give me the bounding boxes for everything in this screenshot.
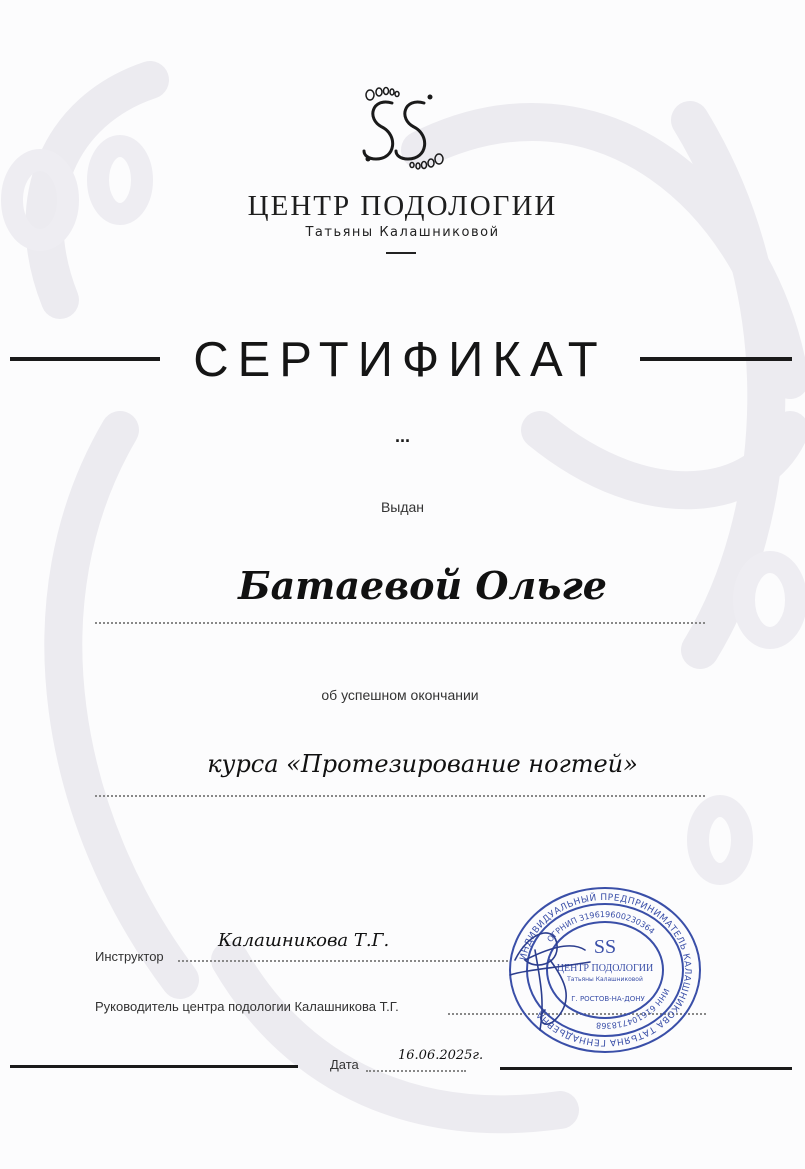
bottom-rule-left <box>10 1065 298 1068</box>
instructor-name: Калашникова Т.Г. <box>218 930 390 951</box>
recipient-dotted-line <box>95 622 705 624</box>
logo-icon <box>352 85 452 173</box>
stamp-inn: ИНН 616104718368 <box>595 986 671 1031</box>
completion-label: об успешном окончании <box>321 687 479 703</box>
course-name: курса «Протезирование ногтей» <box>207 750 638 778</box>
signature-scribble <box>495 890 605 1040</box>
date-value: 16.06.2025г. <box>398 1048 484 1063</box>
date-label: Дата <box>330 1057 359 1072</box>
instructor-dotted-line <box>178 960 508 962</box>
issued-label: Выдан <box>380 499 425 515</box>
date-dotted-line <box>366 1070 466 1072</box>
stamp-center-sub: Татьяны Калашниковой <box>567 976 643 983</box>
center-subtitle: Татьяны Калашниковой <box>305 225 500 240</box>
recipient-name: Батаевой Ольге <box>238 563 607 608</box>
certificate-heading: СЕРТИФИКАТ <box>193 333 607 387</box>
stamp-outer-text: ИНДИВИДУАЛЬНЫЙ ПРЕДПРИНИМАТЕЛЬ КАЛАШНИКОВА ТАТЬЯНА ГЕННАДЬЕВНА <box>518 892 693 1048</box>
stamp-ogrnip: ОГРНИП 319619600230364 <box>545 909 657 944</box>
course-dotted-line <box>95 795 705 797</box>
heading-rule-left <box>10 357 160 361</box>
heading-rule-right <box>640 357 792 361</box>
head-label: Руководитель центра подологии Калашникова Т.Г. <box>95 999 399 1014</box>
stamp-center-title: ЦЕНТР ПОДОЛОГИИ <box>556 963 654 974</box>
instructor-label: Инструктор <box>95 949 164 964</box>
logo-divider <box>386 252 416 254</box>
stamp-city: Г. РОСТОВ-НА-ДОНУ <box>571 995 645 1003</box>
center-title: ЦЕНТР ПОДОЛОГИИ <box>247 190 558 222</box>
ornament-dots: ... <box>394 426 410 446</box>
stamp-monogram: SS <box>593 936 617 958</box>
bottom-rule-right <box>500 1067 792 1070</box>
